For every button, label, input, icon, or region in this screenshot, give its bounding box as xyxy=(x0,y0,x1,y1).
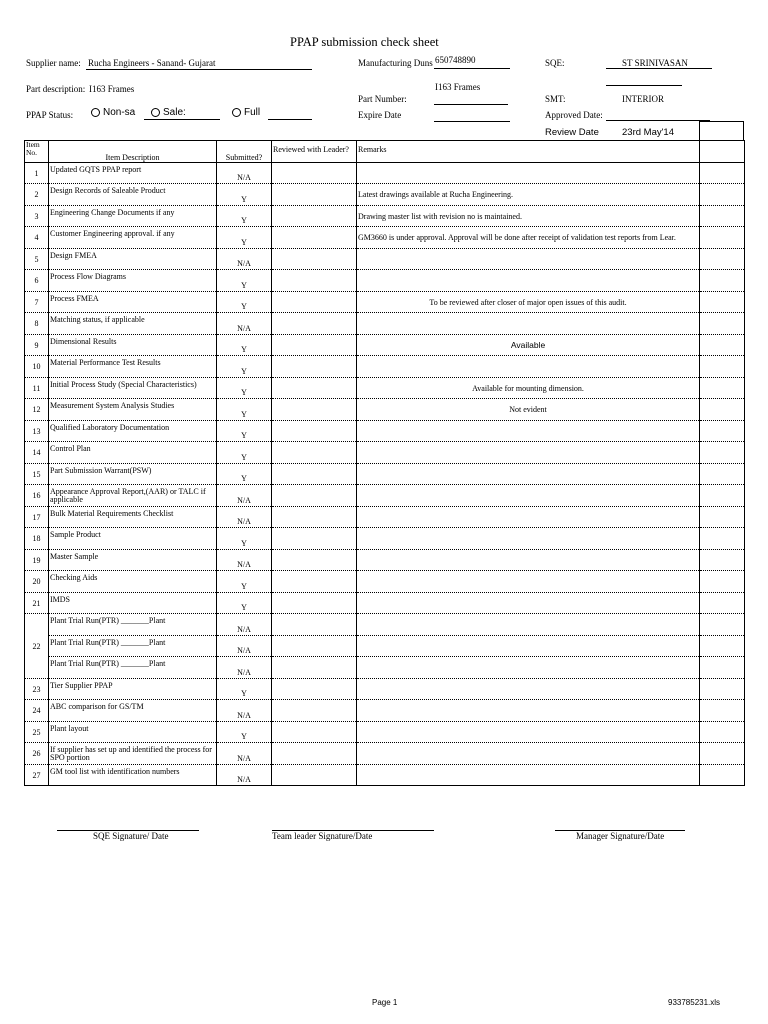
ppap-option-saleable[interactable]: Sale: xyxy=(151,107,191,118)
remarks-cell[interactable] xyxy=(357,722,700,743)
extra-cell xyxy=(700,743,745,765)
reviewed-cell[interactable] xyxy=(272,292,357,313)
supplier-underline xyxy=(86,69,312,70)
item-no-cell: 23 xyxy=(25,679,49,700)
extra-cell xyxy=(700,571,745,593)
submitted-cell[interactable]: Y xyxy=(217,227,272,249)
table-row xyxy=(25,593,745,614)
remarks-cell[interactable]: GM3660 is under approval. Approval will be done after receipt of validation test reports from Lear. xyxy=(357,227,700,249)
item-no-cell: 19 xyxy=(25,550,49,571)
sqe-value[interactable]: ST SRINIVASAN xyxy=(622,58,688,68)
item-description-cell: ABC comparison for GS/TM xyxy=(49,700,217,722)
submitted-cell[interactable]: N/A xyxy=(217,249,272,270)
supplier-value[interactable]: Rucha Engineers - Sanand- Gujarat xyxy=(88,58,216,68)
item-no-cell: 13 xyxy=(25,421,49,442)
part-desc-label: Part description: xyxy=(26,84,86,94)
reviewed-cell[interactable] xyxy=(272,657,357,679)
submitted-cell[interactable]: Y xyxy=(217,421,272,442)
table-row xyxy=(25,399,745,421)
item-no-cell: 20 xyxy=(25,571,49,593)
ppap-option-full[interactable]: Full xyxy=(232,107,272,118)
submitted-cell[interactable]: Y xyxy=(217,593,272,614)
col-header-extra xyxy=(700,141,745,163)
reviewed-cell[interactable] xyxy=(272,679,357,700)
table-row xyxy=(25,227,745,249)
remarks-cell[interactable] xyxy=(357,442,700,464)
extra-cell xyxy=(700,227,745,249)
item-no-cell: 6 xyxy=(25,270,49,292)
reviewed-cell[interactable] xyxy=(272,227,357,249)
reviewed-cell[interactable] xyxy=(272,700,357,722)
reviewed-cell[interactable] xyxy=(272,571,357,593)
item-description-cell: Engineering Change Documents if any xyxy=(49,206,217,227)
extra-cell xyxy=(700,550,745,571)
team-leader-signature-label: Team leader Signature/Date xyxy=(272,831,373,841)
item-no-cell: 26 xyxy=(25,743,49,765)
table-row xyxy=(25,335,745,356)
submitted-cell[interactable]: N/A xyxy=(217,507,272,528)
extra-cell xyxy=(700,722,745,743)
reviewed-cell[interactable] xyxy=(272,636,357,657)
mfg-duns-underline xyxy=(434,68,510,69)
submitted-cell[interactable]: Y xyxy=(217,528,272,550)
remarks-cell[interactable] xyxy=(357,614,700,636)
table-row xyxy=(25,378,745,399)
item-description-cell: Measurement System Analysis Studies xyxy=(49,399,217,421)
item-description-cell: Qualified Laboratory Documentation xyxy=(49,421,217,442)
sqe-label: SQE: xyxy=(545,58,565,68)
item-description-cell: IMDS xyxy=(49,593,217,614)
item-description-cell: Sample Product xyxy=(49,528,217,550)
submitted-cell[interactable]: N/A xyxy=(217,743,272,765)
remarks-cell[interactable] xyxy=(357,765,700,786)
approved-date-underline xyxy=(606,120,710,121)
extra-cell xyxy=(700,657,745,679)
submitted-cell[interactable]: Y xyxy=(217,206,272,227)
reviewed-cell[interactable] xyxy=(272,743,357,765)
extra-cell xyxy=(700,313,745,335)
item-description-cell: Tier Supplier PPAP xyxy=(49,679,217,700)
remarks-cell[interactable]: To be reviewed after closer of major open issues of this audit. xyxy=(357,292,700,313)
col-header-submitted: Submitted? xyxy=(217,141,272,163)
submitted-cell[interactable]: Y xyxy=(217,399,272,421)
remarks-cell[interactable] xyxy=(357,636,700,657)
extra-cell xyxy=(700,528,745,550)
item-description-cell: Initial Process Study (Special Characteristics) xyxy=(49,378,217,399)
item-no-cell: 16 xyxy=(25,485,49,507)
table-row xyxy=(25,743,745,765)
item-no-cell: 9 xyxy=(25,335,49,356)
item-no-cell: 18 xyxy=(25,528,49,550)
sqe-underline xyxy=(606,68,712,69)
submitted-cell[interactable]: N/A xyxy=(217,765,272,786)
col-header-remarks: Remarks xyxy=(357,141,700,163)
ppap-status-label: PPAP Status: xyxy=(26,110,74,120)
remarks-cell[interactable]: Not evident xyxy=(357,399,700,421)
remarks-cell[interactable] xyxy=(357,743,700,765)
reviewed-cell[interactable] xyxy=(272,270,357,292)
submitted-cell[interactable]: Y xyxy=(217,292,272,313)
item-no-cell: 12 xyxy=(25,399,49,421)
reviewed-cell[interactable] xyxy=(272,421,357,442)
extra-cell xyxy=(700,614,745,636)
extra-cell xyxy=(700,464,745,485)
item-no-cell: 25 xyxy=(25,722,49,743)
remarks-cell[interactable] xyxy=(357,657,700,679)
reviewed-cell[interactable] xyxy=(272,206,357,227)
col-header-item-no: Item No. xyxy=(25,141,49,163)
remarks-cell[interactable] xyxy=(357,679,700,700)
table-row xyxy=(25,442,745,464)
reviewed-cell[interactable] xyxy=(272,550,357,571)
reviewed-cell[interactable] xyxy=(272,313,357,335)
item-description-cell: Plant Trial Run(PTR) _______Plant xyxy=(49,636,217,657)
submitted-cell[interactable]: N/A xyxy=(217,700,272,722)
extra-cell xyxy=(700,206,745,227)
remarks-cell[interactable] xyxy=(357,270,700,292)
table-row xyxy=(25,206,745,227)
item-no-cell: 14 xyxy=(25,442,49,464)
table-row xyxy=(25,270,745,292)
reviewed-cell[interactable] xyxy=(272,378,357,399)
reviewed-cell[interactable] xyxy=(272,765,357,786)
submitted-cell[interactable]: Y xyxy=(217,571,272,593)
item-no-cell: 10 xyxy=(25,356,49,378)
item-description-cell: Updated GQTS PPAP report xyxy=(49,163,217,184)
table-row xyxy=(25,765,745,786)
page-number: Page 1 xyxy=(372,998,398,1007)
item-description-cell: Master Sample xyxy=(49,550,217,571)
col-header-description: Item Description xyxy=(49,141,217,163)
mfg-duns-value[interactable]: 650748890 xyxy=(435,55,476,65)
option-underline xyxy=(144,119,220,120)
extra-cell xyxy=(700,249,745,270)
smt-value[interactable]: INTERIOR xyxy=(622,94,664,104)
submitted-cell[interactable]: N/A xyxy=(217,657,272,679)
smt-label: SMT: xyxy=(545,94,566,104)
review-box xyxy=(699,121,744,140)
table-row xyxy=(25,313,745,335)
submitted-cell[interactable]: Y xyxy=(217,335,272,356)
table-row xyxy=(25,571,745,593)
submitted-cell[interactable]: N/A xyxy=(217,550,272,571)
item-description-cell: Matching status, if applicable xyxy=(49,313,217,335)
part-desc-value[interactable]: I163 Frames xyxy=(89,84,135,94)
table-row xyxy=(25,657,745,679)
submitted-cell[interactable]: N/A xyxy=(217,163,272,184)
submitted-cell[interactable]: N/A xyxy=(217,614,272,636)
item-description-cell: Plant layout xyxy=(49,722,217,743)
ppap-option-non-saleable[interactable]: Non-sa xyxy=(91,107,145,118)
item-no-cell: 5 xyxy=(25,249,49,270)
remarks-cell[interactable] xyxy=(357,700,700,722)
review-date-value[interactable]: 23rd May'14 xyxy=(622,127,674,138)
col-header-reviewed: Reviewed with Leader? xyxy=(272,141,357,163)
remarks-cell[interactable] xyxy=(357,528,700,550)
extra-cell xyxy=(700,292,745,313)
radio-icon xyxy=(91,108,100,117)
reviewed-cell[interactable] xyxy=(272,399,357,421)
remarks-cell[interactable] xyxy=(357,507,700,528)
reviewed-cell[interactable] xyxy=(272,593,357,614)
remarks-cell[interactable]: Available xyxy=(357,335,700,356)
extra-cell xyxy=(700,593,745,614)
submitted-cell[interactable]: Y xyxy=(217,679,272,700)
reviewed-cell[interactable] xyxy=(272,163,357,184)
reviewed-cell[interactable] xyxy=(272,442,357,464)
item-description-cell: Bulk Material Requirements Checklist xyxy=(49,507,217,528)
expire-date-label: Expire Date xyxy=(358,110,402,120)
submitted-cell[interactable]: N/A xyxy=(217,636,272,657)
part-number-label: Part Number: xyxy=(358,94,407,104)
extra-cell xyxy=(700,270,745,292)
item-no-cell: 22 xyxy=(25,614,49,679)
smt-top-underline xyxy=(606,85,682,86)
item-description-cell: Design FMEA xyxy=(49,249,217,270)
reviewed-cell[interactable] xyxy=(272,528,357,550)
radio-icon xyxy=(232,108,241,117)
submitted-cell[interactable]: Y xyxy=(217,722,272,743)
extra-cell xyxy=(700,700,745,722)
reviewed-cell[interactable] xyxy=(272,356,357,378)
table-row xyxy=(25,421,745,442)
remarks-cell[interactable] xyxy=(357,313,700,335)
remarks-cell[interactable] xyxy=(357,550,700,571)
remarks-cell[interactable]: Drawing master list with revision no is maintained. xyxy=(357,206,700,227)
reviewed-cell[interactable] xyxy=(272,249,357,270)
item-description-cell: Customer Engineering approval. if any xyxy=(49,227,217,249)
table-row xyxy=(25,507,745,528)
item-description-cell: Control Plan xyxy=(49,442,217,464)
extra-cell xyxy=(700,442,745,464)
extra-cell xyxy=(700,765,745,786)
submitted-cell[interactable]: N/A xyxy=(217,485,272,507)
submitted-cell[interactable]: Y xyxy=(217,464,272,485)
expire-date-underline xyxy=(434,121,510,122)
table-row xyxy=(25,249,745,270)
reviewed-cell[interactable] xyxy=(272,614,357,636)
table-row xyxy=(25,464,745,485)
item-description-cell: Part Submission Warrant(PSW) xyxy=(49,464,217,485)
item-no-cell: 3 xyxy=(25,206,49,227)
reviewed-cell[interactable] xyxy=(272,722,357,743)
remarks-cell[interactable] xyxy=(357,464,700,485)
remarks-cell[interactable]: Available for mounting dimension. xyxy=(357,378,700,399)
submitted-cell[interactable]: Y xyxy=(217,378,272,399)
supplier-label: Supplier name: xyxy=(26,58,81,68)
item-no-cell: 21 xyxy=(25,593,49,614)
remarks-cell[interactable] xyxy=(357,249,700,270)
item-description-cell: Dimensional Results xyxy=(49,335,217,356)
item-description-cell: If supplier has set up and identified the process for SPO portion xyxy=(49,743,217,765)
extra-cell xyxy=(700,485,745,507)
reviewed-cell[interactable] xyxy=(272,507,357,528)
remarks-cell[interactable] xyxy=(357,485,700,507)
part-frames-value[interactable]: I163 Frames xyxy=(435,82,481,92)
extra-cell xyxy=(700,378,745,399)
extra-cell xyxy=(700,184,745,206)
submitted-cell[interactable]: N/A xyxy=(217,313,272,335)
item-no-cell: 17 xyxy=(25,507,49,528)
item-no-cell: 1 xyxy=(25,163,49,184)
item-description-cell: Material Performance Test Results xyxy=(49,356,217,378)
table-row xyxy=(25,614,745,636)
extra-cell xyxy=(700,507,745,528)
table-row xyxy=(25,163,745,184)
remarks-cell[interactable] xyxy=(357,421,700,442)
item-no-cell: 27 xyxy=(25,765,49,786)
remarks-cell[interactable] xyxy=(357,356,700,378)
item-no-cell: 24 xyxy=(25,700,49,722)
remarks-cell[interactable] xyxy=(357,593,700,614)
table-row xyxy=(25,550,745,571)
file-name: 933785231.xls xyxy=(668,998,721,1007)
approved-date-label: Approved Date: xyxy=(545,110,603,120)
item-no-cell: 4 xyxy=(25,227,49,249)
table-row xyxy=(25,700,745,722)
review-date-label: Review Date xyxy=(545,127,599,138)
submitted-cell[interactable]: Y xyxy=(217,270,272,292)
reviewed-cell[interactable] xyxy=(272,184,357,206)
item-description-cell: Process Flow Diagrams xyxy=(49,270,217,292)
radio-icon xyxy=(151,108,160,117)
item-no-cell: 11 xyxy=(25,378,49,399)
item-description-cell: Plant Trial Run(PTR) _______Plant xyxy=(49,614,217,636)
remarks-cell[interactable]: Latest drawings available at Rucha Engineering. xyxy=(357,184,700,206)
item-description-cell: GM tool list with identification numbers xyxy=(49,765,217,786)
table-row xyxy=(25,292,745,313)
item-description-cell: Checking Aids xyxy=(49,571,217,593)
table-row xyxy=(25,528,745,550)
extra-cell xyxy=(700,679,745,700)
extra-cell xyxy=(700,335,745,356)
extra-cell xyxy=(700,421,745,442)
reviewed-cell[interactable] xyxy=(272,464,357,485)
page-title: PPAP submission check sheet xyxy=(290,35,439,49)
table-row xyxy=(25,722,745,743)
remarks-cell[interactable] xyxy=(357,163,700,184)
extra-cell xyxy=(700,356,745,378)
sqe-signature-label: SQE Signature/ Date xyxy=(93,831,169,841)
item-description-cell: Appearance Approval Report,(AAR) or TALC if applicable xyxy=(49,485,217,507)
item-description-cell: Design Records of Saleable Product xyxy=(49,184,217,206)
submitted-cell[interactable]: Y xyxy=(217,442,272,464)
item-no-cell: 2 xyxy=(25,184,49,206)
item-description-cell: Plant Trial Run(PTR) _______Plant xyxy=(49,657,217,679)
table-row xyxy=(25,184,745,206)
part-number-underline xyxy=(434,104,508,105)
item-no-cell: 8 xyxy=(25,313,49,335)
option-underline-2 xyxy=(268,119,312,120)
manager-signature-label: Manager Signature/Date xyxy=(576,831,665,841)
mfg-duns-label: Manufacturing Duns xyxy=(358,58,433,68)
table-row xyxy=(25,356,745,378)
item-no-cell: 15 xyxy=(25,464,49,485)
item-description-cell: Process FMEA xyxy=(49,292,217,313)
extra-cell xyxy=(700,163,745,184)
table-row xyxy=(25,485,745,507)
submitted-cell[interactable]: Y xyxy=(217,356,272,378)
reviewed-cell[interactable] xyxy=(272,485,357,507)
remarks-cell[interactable] xyxy=(357,571,700,593)
extra-cell xyxy=(700,399,745,421)
checklist-table xyxy=(24,140,745,786)
table-row xyxy=(25,679,745,700)
table-row xyxy=(25,636,745,657)
extra-cell xyxy=(700,636,745,657)
reviewed-cell[interactable] xyxy=(272,335,357,356)
item-no-cell: 7 xyxy=(25,292,49,313)
submitted-cell[interactable]: Y xyxy=(217,184,272,206)
